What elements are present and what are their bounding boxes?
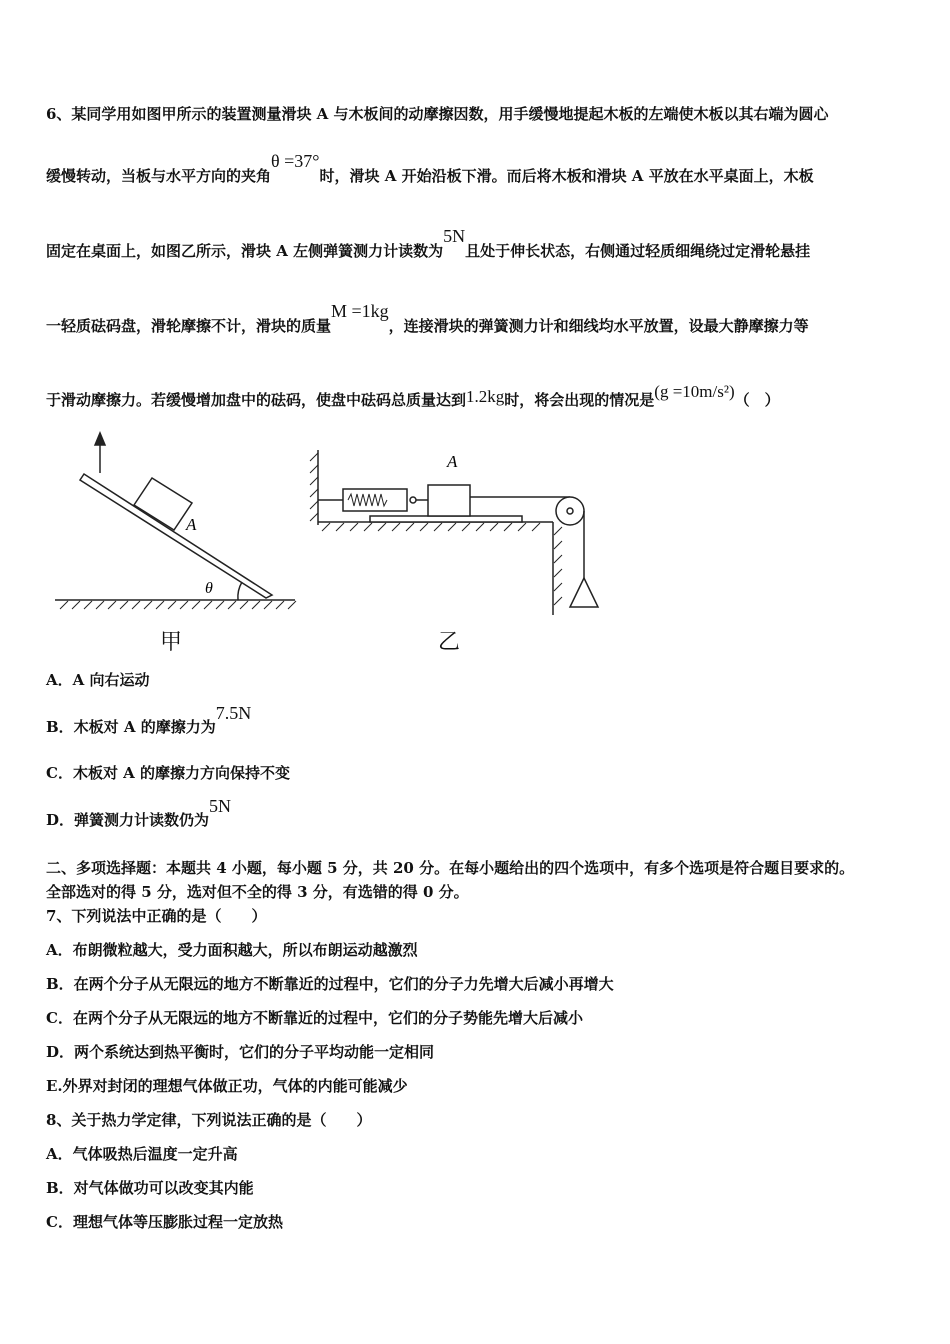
figure-label-jia: 甲 [160, 630, 183, 655]
mass-formula: M =1kg [331, 301, 389, 321]
q7-option-a: A．布朗微粒越大，受力面积越大，所以布朗运动越激烈 [46, 941, 418, 959]
q6-option-c: C．木板对 A 的摩擦力方向保持不变 [46, 764, 291, 782]
block-label-a: A [186, 515, 197, 534]
friction-7-5n: 7.5N [215, 703, 252, 723]
table-setup [310, 450, 598, 615]
q6-line-4: 一轻质砝码盘，滑轮摩擦不计，滑块的质量M =1kg，连接滑块的弹簧测力计和细线均水平放置，设最大静摩擦力等 [46, 301, 809, 335]
mass-1-2kg: 1.2kg [466, 387, 505, 406]
q7-option-b: B．在两个分子从无限远的地方不断靠近的过程中，它们的分子力先增大后减小再增大 [46, 975, 614, 993]
q6-option-d: D．弹簧测力计读数仍为5N [46, 796, 232, 829]
q6-line-1: 6、某同学用如图甲所示的装置测量滑块 A 与木板间的动摩擦因数，用手缓慢地提起木板的左端使木板以其右端为圆心 [46, 105, 829, 123]
q8-option-a: A．气体吸热后温度一定升高 [46, 1145, 238, 1163]
q6-line-5: 于滑动摩擦力。若缓慢增加盘中的砝码，使盘中砝码总质量达到1.2kg时，将会出现的情况是(g =10m/s²)（ ） [46, 382, 780, 409]
q6-figure [50, 425, 610, 659]
section2-heading-line1: 二、多项选择题：本题共 4 小题，每小题 5 分，共 20 分。在每小题给出的四个选项中，有多个选项是符合题目要求的。 [46, 859, 855, 877]
q7-stem: 7、下列说法中正确的是（ ） [46, 907, 267, 925]
q7-option-c: C．在两个分子从无限远的地方不断靠近的过程中，它们的分子势能先增大后减小 [46, 1009, 583, 1027]
reading-5n: 5N [209, 796, 232, 816]
q6-option-b: B．木板对 A 的摩擦力为7.5N [46, 703, 252, 736]
q7-option-e: E.外界对封闭的理想气体做正功，气体的内能可能减少 [46, 1077, 408, 1095]
incline-setup [55, 433, 296, 609]
q6-line-2: 缓慢转动，当板与水平方向的夹角θ =37°时，滑块 A 开始沿板下滑。而后将木板和滑块 A 平放在水平桌面上，木板 [46, 151, 814, 185]
q7-option-d: D．两个系统达到热平衡时，它们的分子平均动能一定相同 [46, 1043, 435, 1061]
theta-formula: θ =37° [271, 151, 320, 171]
q6-line-3: 固定在桌面上，如图乙所示，滑块 A 左侧弹簧测力计读数为5N且处于伸长状态，右侧通过轻质细绳绕过定滑轮悬挂 [46, 226, 811, 260]
force-5n: 5N [443, 226, 466, 246]
q6-option-a: A．A 向右运动 [46, 671, 150, 689]
q8-stem: 8、关于热力学定律，下列说法正确的是（ ） [46, 1111, 372, 1129]
figure-label-yi: 乙 [438, 630, 461, 655]
angle-label: θ [205, 580, 213, 597]
apparatus-diagram [50, 425, 610, 655]
g-formula: (g =10m/s²) [654, 382, 735, 401]
section2-heading-line2: 全部选对的得 5 分，选对但不全的得 3 分，有选错的得 0 分。 [46, 883, 469, 901]
q8-option-b: B．对气体做功可以改变其内能 [46, 1179, 254, 1197]
block-label-a2: A [447, 452, 458, 471]
q8-option-c: C．理想气体等压膨胀过程一定放热 [46, 1213, 283, 1231]
